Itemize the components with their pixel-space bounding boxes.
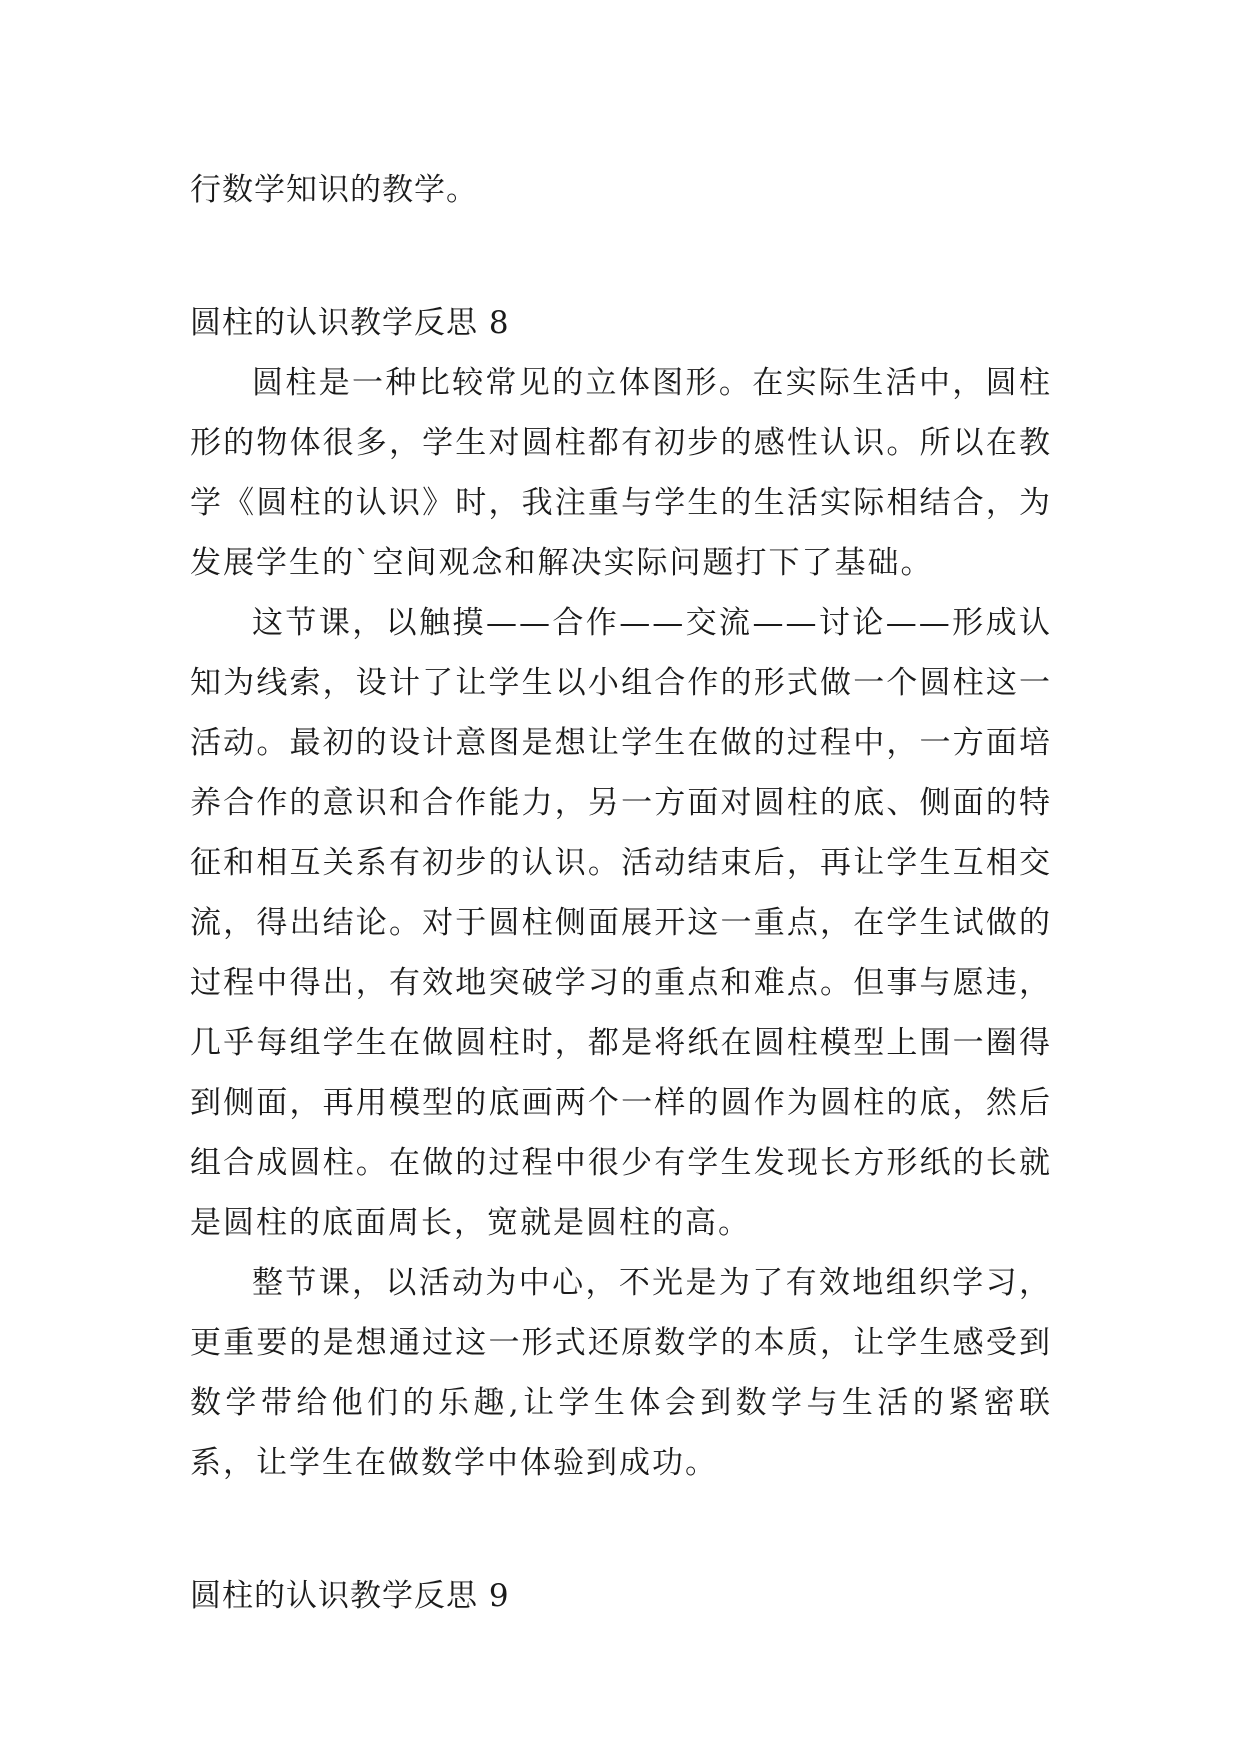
section-gap [190, 220, 1052, 293]
section-heading-9: 圆柱的认识教学反思 9 [190, 1578, 510, 1614]
paragraph-1: 圆柱是一种比较常见的立体图形。在实际生活中，圆柱形的物体很多，学生对圆柱都有初步的感性认识。所以在教学《圆柱的认识》时，我注重与学生的生活实际相结合，为发展学生的`空间观念和解决实际问题打下了基础。 [190, 365, 1052, 581]
section-gap [190, 1493, 1052, 1566]
paragraph-2: 这节课，以触摸——合作——交流——讨论——形成认知为线索，设计了让学生以小组合作的形式做一个圆柱这一活动。最初的设计意图是想让学生在做的过程中，一方面培养合作的意识和合作能力，另一方面对圆柱的底、侧面的特征和相互关系有初步的认识。活动结束后，再让学生互相交流，得出结论。对于圆柱侧面展开这一重点，在学生试做的过程中得出，有效地突破学习的重点和难点。但事与愿违，几乎每组学生在做圆柱时，都是将纸在圆柱模型上围一圈得到侧面，再用模型的底画两个一样的圆作为圆柱的底，然后组合成圆柱。在做的过程中很少有学生发现长方形纸的长就是圆柱的底面周长，宽就是圆柱的高。 [190, 605, 1052, 1241]
section-heading-8: 圆柱的认识教学反思 8 [190, 305, 510, 341]
lead-line: 行数学知识的教学。 [190, 172, 478, 208]
document-body [190, 160, 1052, 1626]
paragraph-3: 整节课，以活动为中心，不光是为了有效地组织学习，更重要的是想通过这一形式还原数学的本质，让学生感受到数学带给他们的乐趣,让学生体会到数学与生活的紧密联系，让学生在做数学中体验到成功。 [190, 1265, 1052, 1481]
